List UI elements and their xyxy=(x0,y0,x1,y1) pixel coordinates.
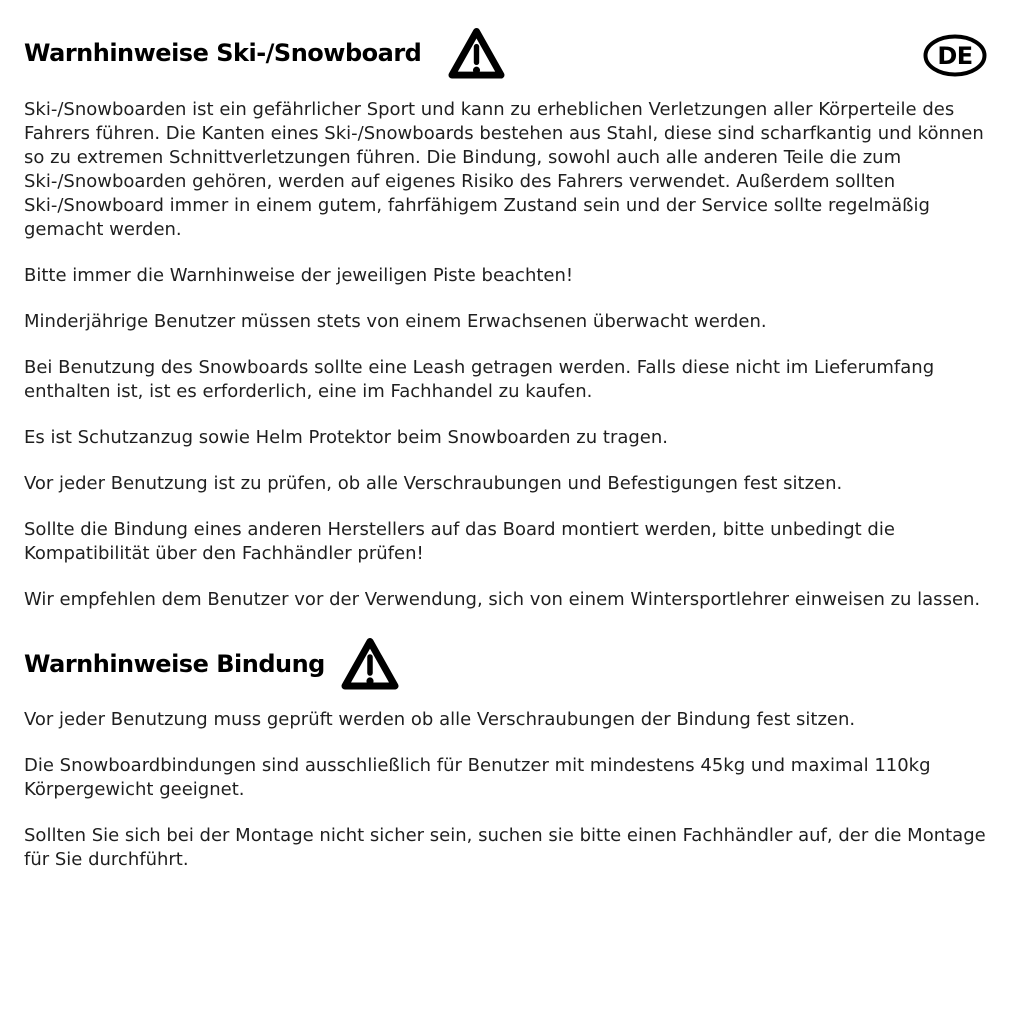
section-heading-row xyxy=(24,24,1004,82)
section-bindung xyxy=(24,634,1004,872)
paragraph-danger-general: Ski-/Snowboarden ist ein gefährlicher Sport und kann zu erheblichen Verletzungen aller Körperteile des Fahrers führen. Die Kanten eines Ski-/Snowboards bestehen aus Stahl, diese sind scharfkantig und können so zu extremen Schnittverletzungen führen. Die Bindung, sowohl auch alle anderen Teile die zum Ski-/Snowboarden gehören, werden auf eigenes Risiko des Fahrers verwendet. Außerdem sollten Ski-/Snowboard immer in einem gutem, fahrfähigem Zustand sein und der Service sollte regelmäßig gemacht werden. xyxy=(24,99,984,240)
paragraph-leash: Bei Benutzung des Snowboards sollte eine Leash getragen werden. Falls diese nicht im Lieferumfang enthalten ist, ist es erforderlich, eine im Fachhandel zu kaufen. xyxy=(24,357,935,402)
paragraph-piste-warnings: Bitte immer die Warnhinweise der jeweiligen Piste beachten! xyxy=(24,265,574,286)
de-oval-icon xyxy=(923,34,987,77)
warning-triangle-icon xyxy=(340,634,400,694)
warning-triangle-icon xyxy=(447,25,506,82)
paragraph-weight-limits: Die Snowboardbindungen sind ausschließlich für Benutzer mit mindestens 45kg und maximal 110kg Körpergewicht geeignet. xyxy=(24,755,931,800)
section-ski-snowboard xyxy=(24,24,1004,612)
paragraph-check-screws: Vor jeder Benutzung ist zu prüfen, ob alle Verschraubungen und Befestigungen fest sitzen. xyxy=(24,473,843,494)
paragraph-binding-compatibility: Sollte die Bindung eines anderen Herstellers auf das Board montiert werden, bitte unbedingt die Kompatibilität über den Fachhändler prüfen! xyxy=(24,519,895,564)
section-ski-snowboard-heading: Warnhinweise Ski-/Snowboard xyxy=(24,39,422,67)
paragraph-instructor-recommendation: Wir empfehlen dem Benutzer vor der Verwendung, sich von einem Wintersportlehrer einweisen zu lassen. xyxy=(24,589,981,610)
paragraph-mounting-dealer: Sollten Sie sich bei der Montage nicht sicher sein, suchen sie bitte einen Fachhändler auf, der die Montage für Sie durchführt. xyxy=(24,825,986,870)
language-badge xyxy=(923,34,987,77)
language-badge-label: DE xyxy=(937,42,973,70)
paragraph-protective-gear: Es ist Schutzanzug sowie Helm Protektor beim Snowboarden zu tragen. xyxy=(24,427,669,448)
section-heading-row xyxy=(24,634,1004,694)
paragraph-minors-supervision: Minderjährige Benutzer müssen stets von einem Erwachsenen überwacht werden. xyxy=(24,311,767,332)
paragraph-binding-check-screws: Vor jeder Benutzung muss geprüft werden ob alle Verschraubungen der Bindung fest sitzen. xyxy=(24,709,856,730)
section-bindung-heading: Warnhinweise Bindung xyxy=(24,650,325,678)
